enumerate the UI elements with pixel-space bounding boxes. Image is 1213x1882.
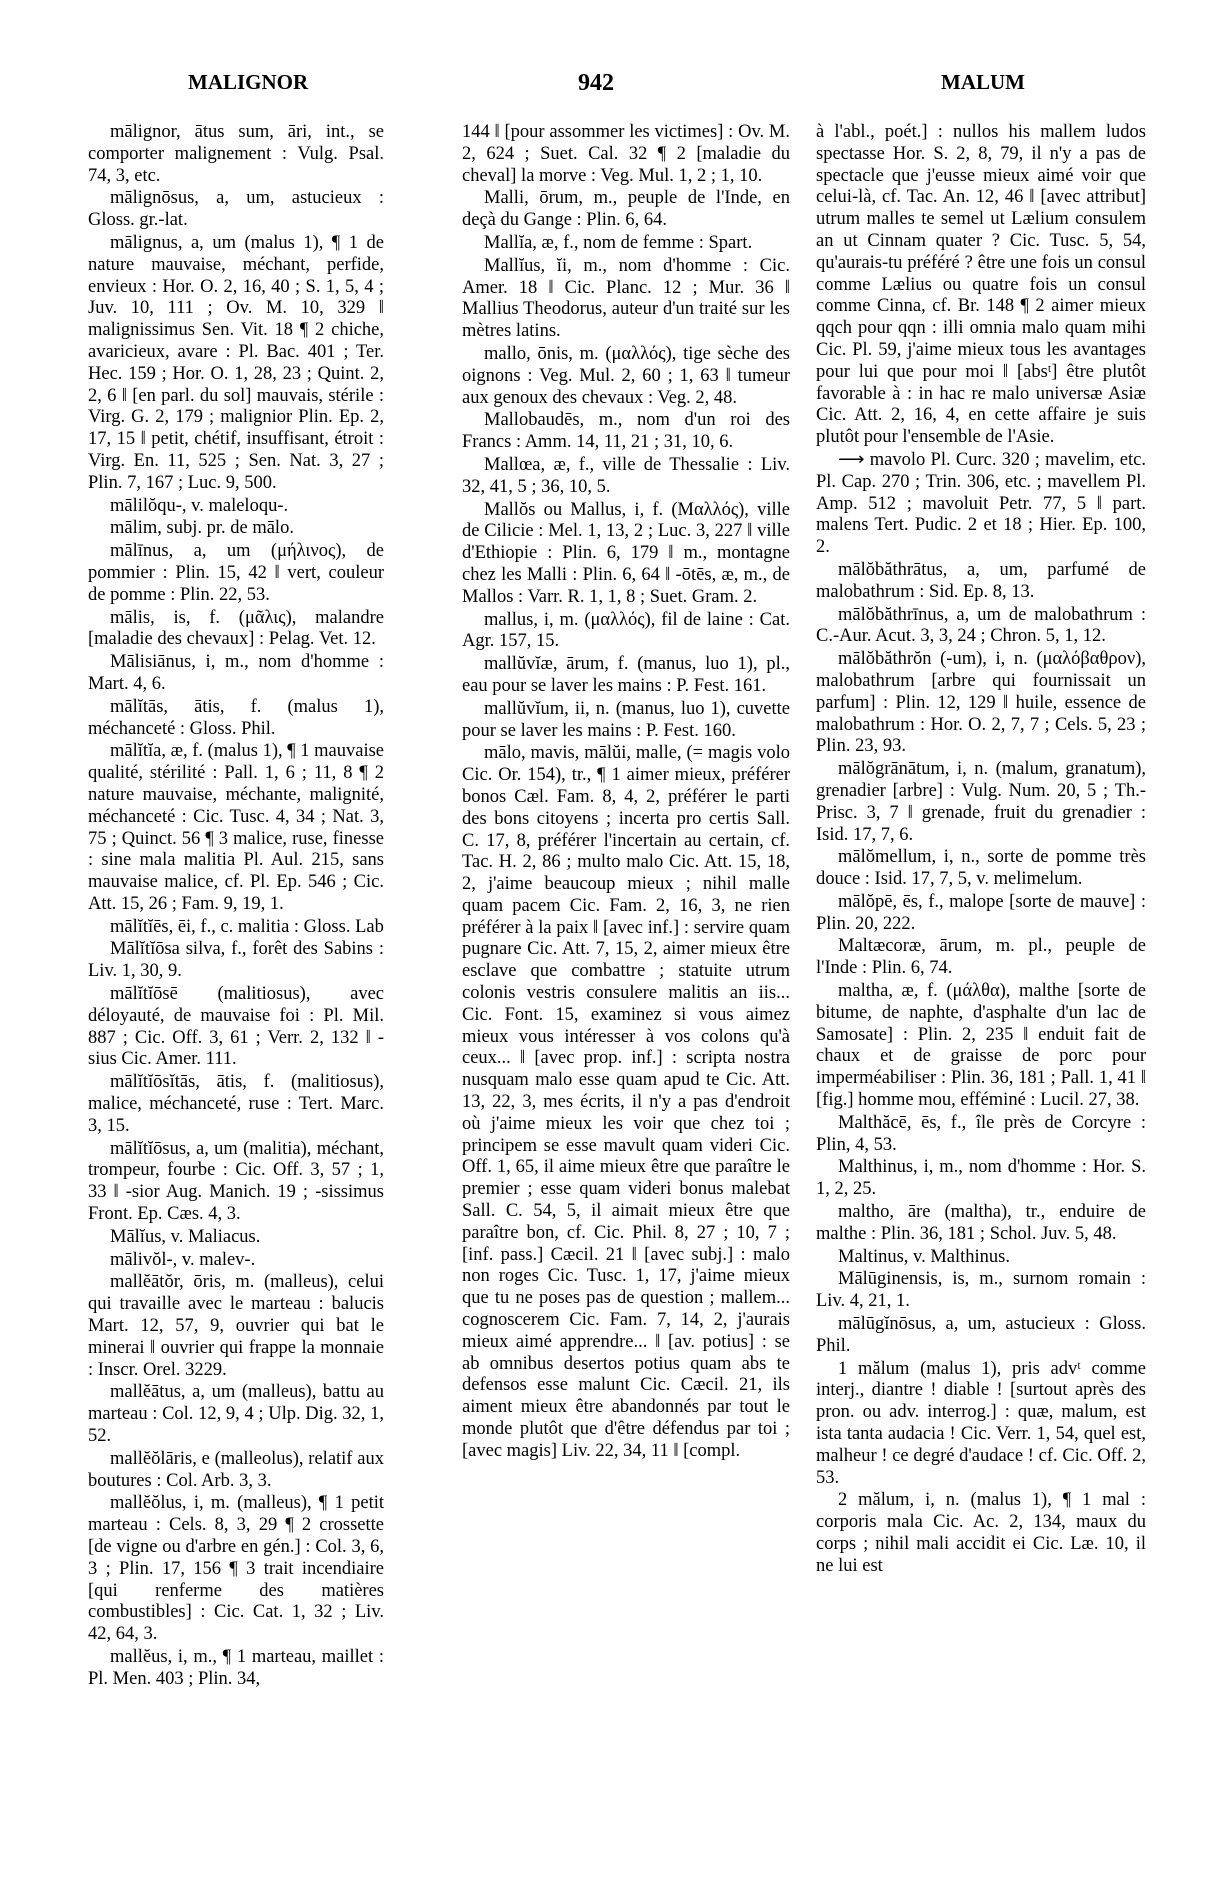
column-right [816, 122, 1146, 1882]
entry: mālignor, ātus sum, āri, int., se comporter malignement : Vulg. Psal. 74, 3, etc. [88, 122, 384, 186]
entry: mālŏbăthrŏn (-um), i, n. (μαλόβαθρον), malobathrum [arbre qui fournissait un parfum] : Plin. 12, 129 ‖ huile, essence de malobathrum : Hor. O. 2, 7, 7 ; Cels. 5, 23 ; Plin. 23, 93. [816, 649, 1146, 757]
entry: mālĭtĭa, æ, f. (malus 1), ¶ 1 mauvaise qualité, stérilité : Pall. 1, 6 ; 11, 8 ¶ 2 nature mauvaise, méchante, malignité, méchanceté : Cic. Tusc. 4, 34 ; Nat. 3, 75 ; Quinct. 56 ¶ 3 malice, ruse, finesse : sine mala malitia Pl. Aul. 215, sans mauvaise malice, cf. Pl. Ep. 546 ; Cic. Att. 15, 26 ; Fam. 9, 19, 1. [88, 741, 384, 914]
entry-continuation: 144 ‖ [pour assommer les victimes] : Ov. M. 2, 624 ; Suet. Cal. 32 ¶ 2 [maladie du cheval] la morve : Veg. Mul. 1, 2 ; 1, 10. [462, 122, 790, 186]
entry: mālo, mavis, mālŭi, malle, (= magis volo Cic. Or. 154), tr., ¶ 1 aimer mieux, préférer bonos Cæl. Fam. 8, 4, 2, préférer le parti des bons citoyens ; incerta pro certis Sall. C. 17, 8, préférer l'incertain au certain, cf. Tac. H. 2, 86 ; multo malo Cic. Att. 15, 18, 2, j'aime beaucoup mieux ; nihil malle quam pacem Cic. Fam. 2, 16, 3, ne rien préférer à la paix ‖ [avec inf.] : servire quam pugnare Cic. Att. 7, 15, 2, aimer mieux être esclave que combattre ; statuite utrum colonis vestris consulere malitis an iis... Cic. Font. 15, examinez si vous aimez mieux vous intéresser à vos colons qu'à ceux... ‖ [avec prop. inf.] : scripta nostra nusquam malo esse quam apud te Cic. Att. 13, 22, 3, mes écrits, il n'y a pas d'endroit où j'aime mieux les voir que chez toi ; principem se esse mavult quam videri Cic. Off. 1, 65, il aime mieux être que paraître le premier ; esse quam videri bonus malebat Sall. C. 54, 5, il aimait mieux être que paraître bon, cf. Cic. Phil. 8, 27 ; 10, 7 ; [inf. pass.] Cæcil. 21 ‖ [avec subj.] : malo non roges Cic. Tusc. 1, 17, j'aime mieux que tu ne poses pas de question ; mallem... cognoscerem Cic. Fam. 7, 14, 2, j'aurais mieux aimé apprendre... ‖ [av. potius] : se ab omnibus desertos potius quam abs te defensos esse malunt Cic. Cæcil. 21, ils aiment mieux être abandonnés par tout le monde plutôt que d'être défendus par toi ; [avec magis] Liv. 22, 34, 11 ‖ [compl. [462, 743, 790, 1461]
entry: mallus, i, m. (μαλλός), fil de laine : Cat. Agr. 157, 15. [462, 609, 790, 652]
entry: Mallĭa, æ, f., nom de femme : Spart. [484, 232, 753, 253]
entry: Mālĭtĭōsa silva, f., forêt des Sabins : Liv. 1, 30, 9. [88, 939, 384, 982]
entry: Malli, ōrum, m., peuple de l'Inde, en deçà du Gange : Plin. 6, 64. [462, 188, 790, 231]
entry: mālĭtĭōsus, a, um (malitia), méchant, trompeur, fourbe : Cic. Off. 3, 57 ; 1, 33 ‖ -sior Aug. Manich. 19 ; -sissimus Front. Ep. Cæs. 4, 3. [88, 1138, 384, 1225]
entry: Malthăcē, ēs, f., île près de Corcyre : Plin, 4, 53. [816, 1112, 1146, 1155]
page-number: 942 [578, 70, 614, 96]
header-last-word: MALUM [941, 70, 1025, 94]
entry: Mallĭus, ĭi, m., nom d'homme : Cic. Amer. 18 ‖ Cic. Planc. 12 ; Mur. 36 ‖ Mallius Theodorus, auteur d'un traité sur les mètres latins. [462, 255, 790, 342]
entry: mallĕātus, a, um (malleus), battu au marteau : Col. 12, 9, 4 ; Ulp. Dig. 32, 1, 52. [88, 1382, 384, 1447]
column-middle [462, 122, 790, 1882]
entry: mallĕātŏr, ōris, m. (malleus), celui qui travaille avec le marteau : balucis Mart. 12, 57, 9, ouvrier qui bat le minerai ‖ ouvrier qui frappe la monnaie : Inscr. Orel. 3229. [88, 1272, 384, 1380]
entry: mallĕŏlus, i, m. (malleus), ¶ 1 petit marteau : Cels. 8, 3, 29 ¶ 2 crossette [de vigne ou d'arbre en gén.] : Col. 3, 6, 3 ; Plin. 17, 156 ¶ 3 trait incendiaire [qui renferme des matières combustibles] : Cic. Cat. 1, 32 ; Liv. 42, 64, 3. [88, 1493, 384, 1645]
entry: mālĭtĭōsĭtās, ātis, f. (malitiosus), malice, méchanceté, ruse : Tert. Marc. 3, 15. [88, 1072, 384, 1136]
entry-continuation: à l'abl., poét.] : nullos his mallem ludos spectasse Hor. S. 2, 8, 79, il n'y a pas de spectacle que j'eusse mieux aimé voir que celui-là, cf. Tac. An. 12, 46 ‖ [avec attribut] utrum malles te semel ut Lælium consulem an ut Cinnam quater ? Cic. Tusc. 5, 54, qu'aurais-tu préféré ? être une fois un consul comme Lælius ou quatre fois un consul comme Cinna, cf. Br. 148 ¶ 2 aimer mieux qqch pour qqn : illi omnia malo quam mihi Cic. Pl. 59, j'aime mieux tous les avantages pour lui que pour moi ‖ [absᵗ] être plutôt favorable à : in hac re malo universæ Asiæ Cic. Att. 2, 16, 4, en cette affaire je suis plutôt pour l'ensemble de l'Asie. [816, 122, 1146, 448]
entry: ⟶ mavolo Pl. Curc. 320 ; mavelim, etc. Pl. Cap. 270 ; Trin. 306, etc. ; mavellem Pl. Amp. 512 ; mavoluit Petr. 77, 5 ‖ part. malens Tert. Pudic. 2 et 18 ; Hier. Ep. 100, 2. [816, 449, 1146, 558]
entry: mālĭtās, ātis, f. (malus 1), méchanceté : Gloss. Phil. [88, 696, 384, 739]
entry: mallŭvĭæ, ārum, f. (manus, luo 1), pl., eau pour se laver les mains : P. Fest. 161. [462, 654, 790, 696]
entry: mālivŏl-, v. malev-. [110, 1249, 256, 1270]
entry: mālĭtĭōsē (malitiosus), avec déloyauté, de mauvaise foi : Pl. Mil. 887 ; Cic. Off. 3, 61 ; Verr. 2, 132 ‖ -sius Cic. Amer. 111. [88, 984, 384, 1070]
entry: mālŏbăthrātus, a, um, parfumé de malobathrum : Sid. Ep. 8, 13. [816, 559, 1146, 602]
header-first-word: MALIGNOR [188, 70, 309, 94]
entry: mālŏpē, ēs, f., malope [sorte de mauve] : Plin. 20, 222. [816, 891, 1146, 934]
entry: mallĕus, i, m., ¶ 1 marteau, maillet : Pl. Men. 403 ; Plin. 34, [88, 1646, 384, 1689]
entry: mālīnus, a, um (μήλινος), de pommier : Plin. 15, 42 ‖ vert, couleur de pomme : Plin. 22, 53. [88, 541, 384, 605]
entry: Mālĭus, v. Maliacus. [110, 1226, 261, 1247]
column-left [88, 122, 384, 1882]
entry: mālilŏqu-, v. maleloqu-. [110, 495, 289, 516]
entry: Mallŏs ou Mallus, i, f. (Μαλλός), ville de Cilicie : Mel. 1, 13, 2 ; Luc. 3, 227 ‖ ville d'Ethiopie : Plin. 6, 179 ‖ m., montagne chez les Malli : Plin. 6, 64 ‖ -ōtēs, æ, m., de Mallos : Varr. R. 1, 1, 8 ; Suet. Gram. 2. [462, 499, 790, 607]
entry: mālignus, a, um (malus 1), ¶ 1 de nature mauvaise, méchant, perfide, envieux : Hor. O. 2, 16, 40 ; S. 1, 5, 4 ; Juv. 10, 111 ; Ov. M. 10, 329 ‖ malignissimus Sen. Vit. 18 ¶ 2 chiche, avaricieux, avare : Pl. Bac. 401 ; Ter. Hec. 159 ; Hor. O. 1, 28, 23 ; Quint. 2, 2, 6 ‖ [en parl. du sol] mauvais, stérile : Virg. G. 2, 179 ; malignior Plin. Ep. 2, 17, 15 ‖ petit, chétif, insuffisant, étroit : Virg. En. 11, 525 ; Sen. Nat. 3, 27 ; Plin. 7, 167 ; Luc. 9, 500. [88, 232, 384, 493]
entry: maltha, æ, f. (μάλθα), malthe [sorte de bitume, de naphte, d'asphalte d'un lac de Samosate] : Plin. 2, 235 ‖ enduit fait de chaux et de graisse de porc pour imperméabiliser : Plin. 36, 181 ; Pall. 1, 41 ‖ [fig.] homme mou, efféminé : Lucil. 27, 38. [816, 981, 1146, 1111]
entry: Mallœa, æ, f., ville de Thessalie : Liv. 32, 41, 5 ; 36, 10, 5. [462, 454, 790, 497]
entry: Maltæcoræ, ārum, m. pl., peuple de l'Inde : Plin. 6, 74. [816, 936, 1146, 979]
entry: mālŏgrānātum, i, n. (malum, granatum), grenadier [arbre] : Vulg. Num. 20, 5 ; Th.-Prisc. 3, 7 ‖ grenade, fruit du grenadier : Isid. 17, 7, 6. [816, 759, 1146, 845]
entry: mālŏbăthrīnus, a, um de malobathrum : C.-Aur. Acut. 3, 3, 24 ; Chron. 5, 1, 12. [816, 604, 1146, 647]
entry: maltho, āre (maltha), tr., enduire de malthe : Plin. 36, 181 ; Schol. Juv. 5, 48. [816, 1202, 1146, 1244]
entry: Maltinus, v. Malthinus. [838, 1246, 1010, 1267]
entry: Mallobaudēs, m., nom d'un roi des Francs : Amm. 14, 11, 21 ; 31, 10, 6. [462, 410, 790, 453]
entry: mālūgĭnōsus, a, um, astucieux : Gloss. Phil. [816, 1314, 1146, 1356]
entry: mallo, ōnis, m. (μαλλός), tige sèche des oignons : Veg. Mul. 2, 60 ; 1, 63 ‖ tumeur aux genoux des chevaux : Veg. 2, 48. [462, 343, 790, 408]
entry: mallĕŏlāris, e (malleolus), relatif aux boutures : Col. Arb. 3, 3. [88, 1448, 384, 1491]
entry: mālĭtĭēs, ēi, f., c. malitia : Gloss. Lab [110, 916, 384, 937]
entry: mālis, is, f. (μᾶλις), malandre [maladie des chevaux] : Pelag. Vet. 12. [88, 607, 384, 650]
entry: mallŭvĭum, ii, n. (manus, luo 1), cuvette pour se laver les mains : P. Fest. 160. [462, 698, 790, 741]
entry: mālignōsus, a, um, astucieux : Gloss. gr.-lat. [88, 188, 384, 231]
entry: Mālisiānus, i, m., nom d'homme : Mart. 4, 6. [88, 652, 384, 694]
entry: mālŏmellum, i, n., sorte de pomme très douce : Isid. 17, 7, 5, v. melimelum. [816, 847, 1146, 890]
entry: 1 mălum (malus 1), pris advᵗ comme interj., diantre ! diable ! [surtout après des pron. ou adv. interrog.] : quæ, malum, est ista tanta audacia ! Cic. Verr. 1, 54, quel est, malheur ! ce degré d'audace ! cf. Cic. Off. 2, 53. [816, 1358, 1146, 1488]
entry: Mālūginensis, is, m., surnom romain : Liv. 4, 21, 1. [816, 1269, 1146, 1312]
entry: Malthinus, i, m., nom d'homme : Hor. S. 1, 2, 25. [816, 1157, 1146, 1200]
entry: 2 mălum, i, n. (malus 1), ¶ 1 mal : corporis mala Cic. Ac. 2, 134, maux du corps ; nihil mali accidit ei Cic. Læ. 10, il ne lui est [816, 1490, 1146, 1576]
entry: mālim, subj. pr. de mālo. [110, 518, 294, 539]
running-header [0, 70, 1213, 110]
